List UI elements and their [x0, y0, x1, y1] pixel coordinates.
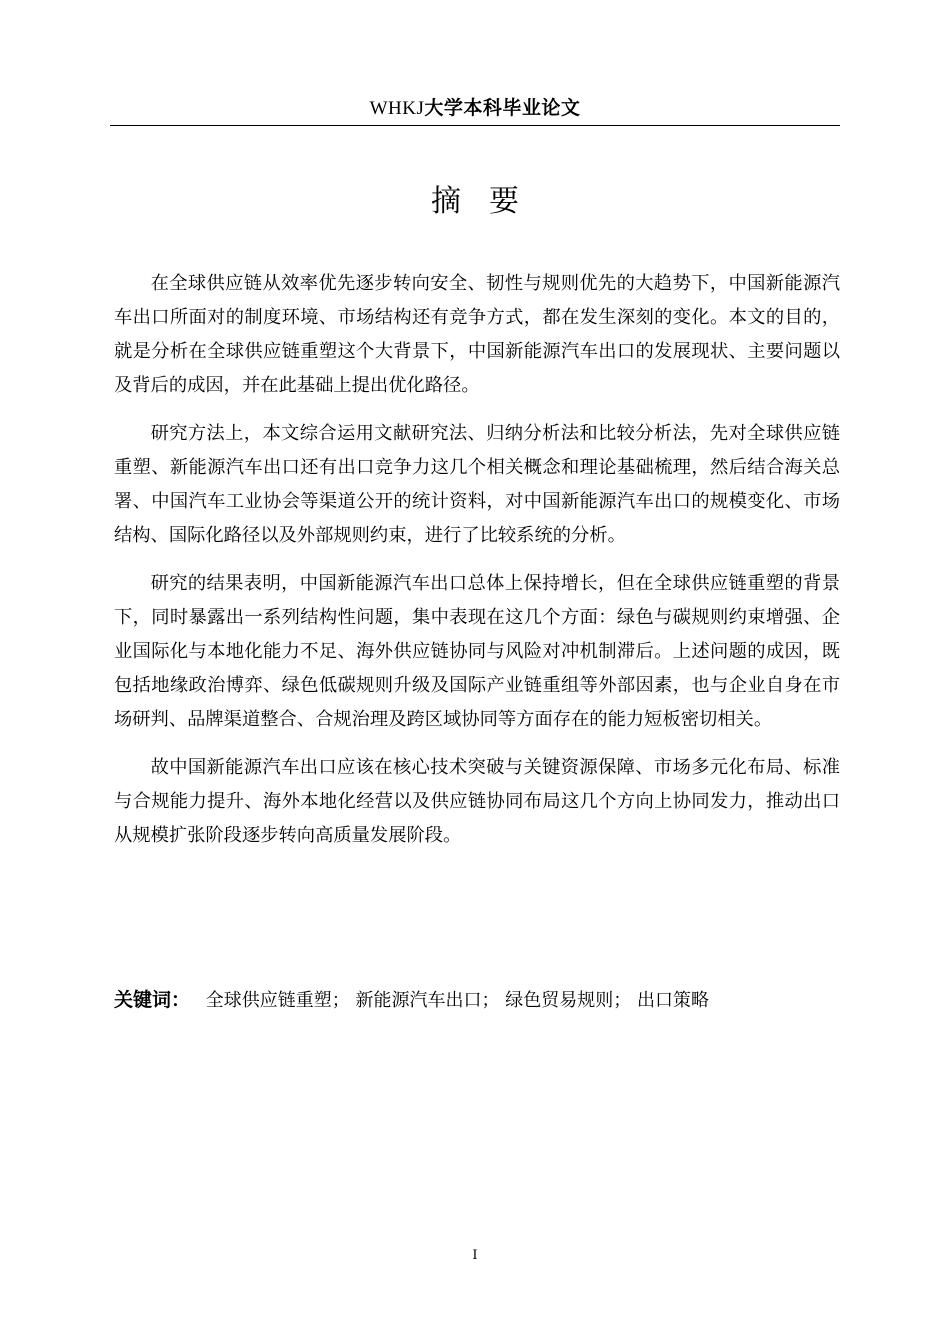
abstract-paragraph-4: 故中国新能源汽车出口应该在核心技术突破与关键资源保障、市场多元化布局、标准与合规能力提升、海外本地化经营以及供应链协同布局这几个方向上协同发力，推动出口从规模扩张阶段逐步转向高质量发展阶段。	[114, 757, 840, 846]
abstract-title: 摘要	[431, 184, 547, 219]
header-university-code: WHKJ	[369, 98, 425, 119]
keywords-label: 关键词：	[114, 989, 191, 1011]
abstract-paragraph-3: 研究的结果表明，中国新能源汽车出口总体上保持增长，但在全球供应链重塑的背景下，同时暴露出一系列结构性问题，集中表现在这几个方面：绿色与碳规则约束增强、企业国际化与本地化能力不足、海外供应链协同与风险对冲机制滞后。上述问题的成因，既包括地缘政治博弈、绿色低碳规则升级及国际产业链重组等外部因素，也与企业自身在市场研判、品牌渠道整合、合规治理及跨区域协同等方面存在的能力短板密切相关。	[114, 573, 840, 730]
page-number: I	[472, 1248, 478, 1263]
keyword-1: 全球供应链重塑；	[205, 990, 350, 1011]
keyword-2: 新能源汽车出口；	[355, 990, 500, 1011]
header-thesis-type: 大学本科毕业论文	[424, 97, 581, 119]
running-header	[110, 90, 840, 126]
header-divider	[110, 125, 840, 126]
keywords-line	[114, 982, 840, 1019]
abstract-body	[114, 267, 840, 867]
keyword-3: 绿色贸易规则；	[505, 990, 632, 1011]
keyword-4: 出口策略	[636, 990, 709, 1011]
abstract-paragraph-2: 研究方法上，本文综合运用文献研究法、归纳分析法和比较分析法，先对全球供应链重塑、新能源汽车出口还有出口竞争力这几个相关概念和理论基础梳理，然后结合海关总署、中国汽车工业协会等渠道公开的统计资料，对中国新能源汽车出口的规模变化、市场结构、国际化路径以及外部规则约束，进行了比较系统的分析。	[114, 423, 840, 546]
abstract-paragraph-1: 在全球供应链从效率优先逐步转向安全、韧性与规则优先的大趋势下，中国新能源汽车出口所面对的制度环境、市场结构还有竞争方式，都在发生深刻的变化。本文的目的，就是分析在全球供应链重塑这个大背景下，中国新能源汽车出口的发展现状、主要问题以及背后的成因，并在此基础上提出优化路径。	[114, 273, 840, 396]
